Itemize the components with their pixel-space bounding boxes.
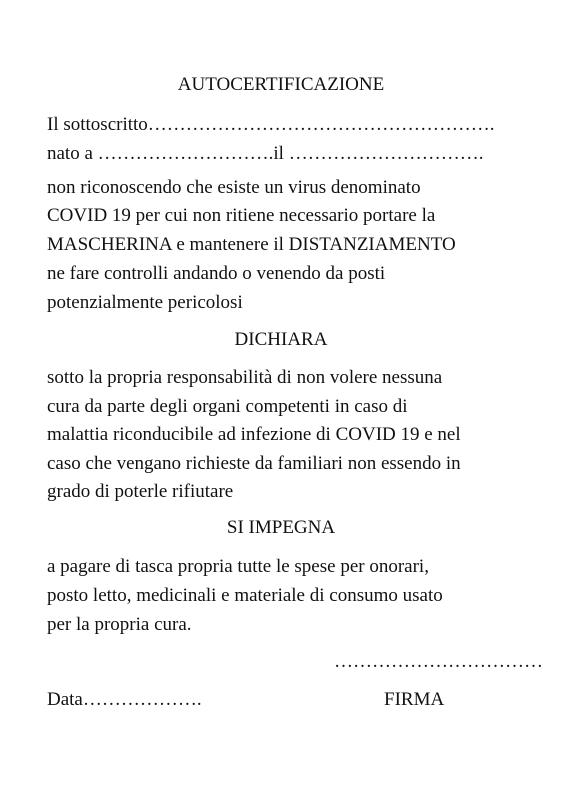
commitment-line: per la propria cura. (47, 614, 192, 635)
declaration-line: grado di poterle rifiutare (47, 481, 234, 502)
signature-label: FIRMA (384, 689, 445, 710)
document-title: AUTOCERTIFICAZIONE (177, 74, 385, 95)
commitment-line: a pagare di tasca propria tutte le spese per onorari, (47, 556, 429, 577)
premise-line: MASCHERINA e mantenere il DISTANZIAMENTO (47, 234, 456, 255)
commits-heading: SI IMPEGNA (226, 517, 336, 538)
declaration-line: sotto la propria responsabilità di non volere nessuna (47, 367, 443, 388)
declaration-line: cura da parte degli organi competenti in caso di (47, 396, 408, 417)
declares-heading: DICHIARA (234, 329, 328, 350)
premise-line: non riconoscendo che esiste un virus denominato (47, 177, 421, 198)
declaration-line: malattia riconducibile ad infezione di COVID 19 e nel (47, 424, 461, 445)
premise-line: ne fare controlli andando o venendo da posti (47, 263, 386, 284)
declaration-line: caso che vengano richieste da familiari non essendo in (47, 453, 461, 474)
identity-birth-line: nato a ……………………….il …………………………. (47, 143, 484, 164)
premise-line: COVID 19 per cui non ritiene necessario portare la (47, 205, 436, 226)
signature-line: …………………………… (334, 651, 543, 672)
identity-name-line: Il sottoscritto………………………………………………. (47, 114, 495, 135)
commitment-line: posto letto, medicinali e materiale di consumo usato (47, 585, 443, 606)
date-label: Data………………. (47, 689, 202, 710)
premise-line: potenzialmente pericolosi (47, 292, 243, 313)
